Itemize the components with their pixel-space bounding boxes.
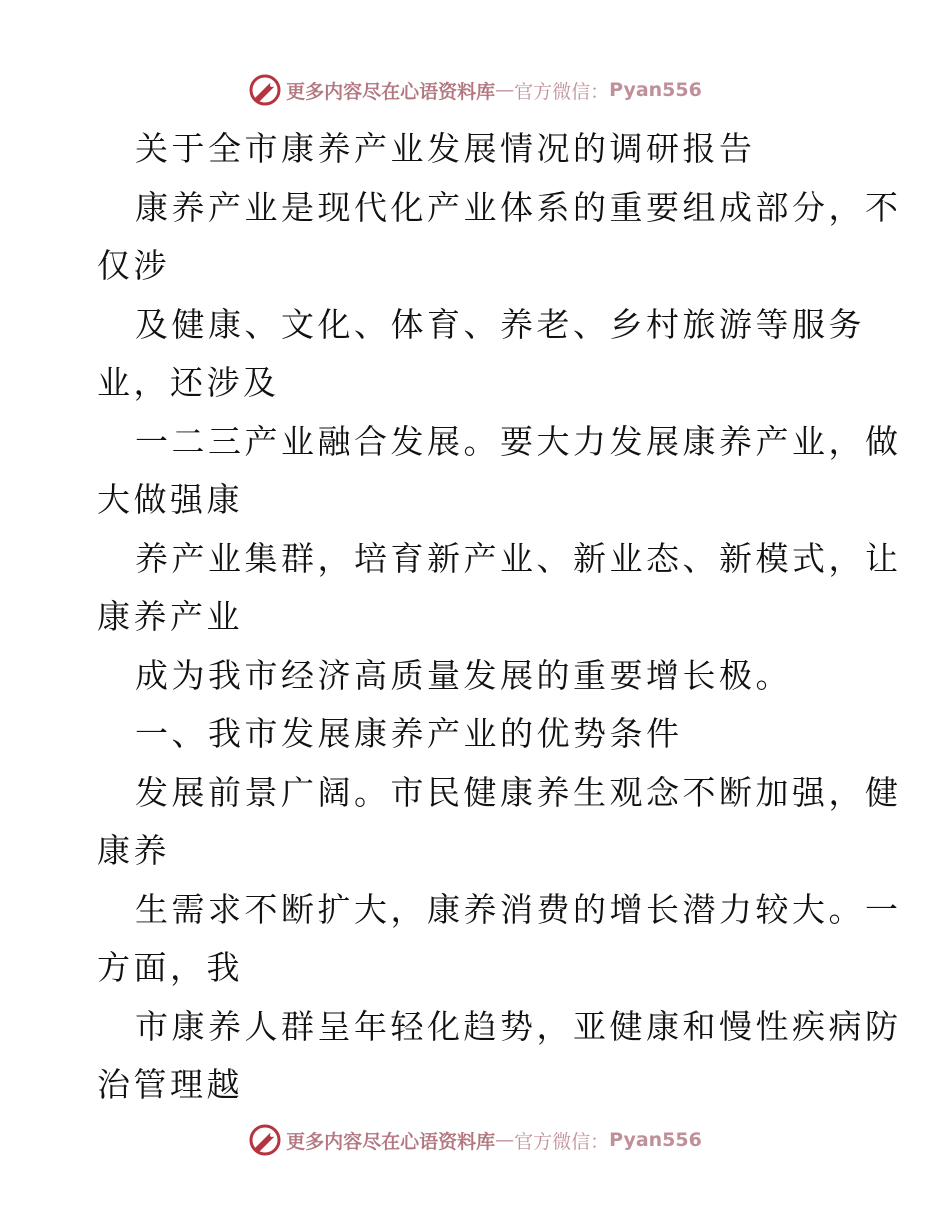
text-line: 一二三产业融合发展。要大力发展康养产业，做 — [135, 421, 902, 461]
header-banner — [0, 70, 950, 110]
text-line: 业，还涉及 — [97, 363, 280, 402]
text-line: 市康养人群呈年轻化趋势，亚健康和慢性疾病防 — [135, 1006, 902, 1046]
text-line: 成为我市经济高质量发展的重要增长极。 — [135, 655, 792, 695]
banner-dash: — — [495, 1129, 515, 1151]
banner-wechat-label: 官方微信： — [514, 1130, 610, 1153]
banner-text: 更多内容尽在心语资料库 — [286, 80, 496, 103]
text-line: 发展前景广阔。市民健康养生观念不断加强，健 — [135, 772, 902, 812]
banner-wechat-id: Pyan556 — [609, 1129, 702, 1151]
section-heading: 一、我市发展康养产业的优势条件 — [135, 714, 683, 753]
text-line: 康养产业 — [97, 597, 243, 636]
text-line: 大做强康 — [97, 480, 243, 519]
pen-logo-icon — [248, 1123, 282, 1157]
text-line: 康养产业是现代化产业体系的重要组成部分，不 — [135, 187, 902, 227]
banner-wechat-label: 官方微信： — [514, 80, 610, 103]
footer-banner — [0, 1120, 950, 1160]
text-line: 康养 — [97, 831, 170, 870]
document-body — [97, 120, 902, 1115]
text-line: 及健康、文化、体育、养老、乡村旅游等服务 — [135, 304, 865, 344]
text-line: 治管理越 — [97, 1065, 243, 1104]
pen-logo-icon — [248, 73, 282, 107]
banner-text: 更多内容尽在心语资料库 — [286, 1130, 496, 1153]
text-line: 方面，我 — [97, 948, 243, 987]
text-line: 养产业集群，培育新产业、新业态、新模式，让 — [135, 538, 902, 578]
banner-dash: — — [495, 79, 515, 101]
document-title: 关于全市康养产业发展情况的调研报告 — [135, 129, 756, 168]
text-line: 仅涉 — [97, 246, 170, 285]
banner-wechat-id: Pyan556 — [609, 79, 702, 101]
text-line: 生需求不断扩大，康养消费的增长潜力较大。一 — [135, 889, 902, 929]
